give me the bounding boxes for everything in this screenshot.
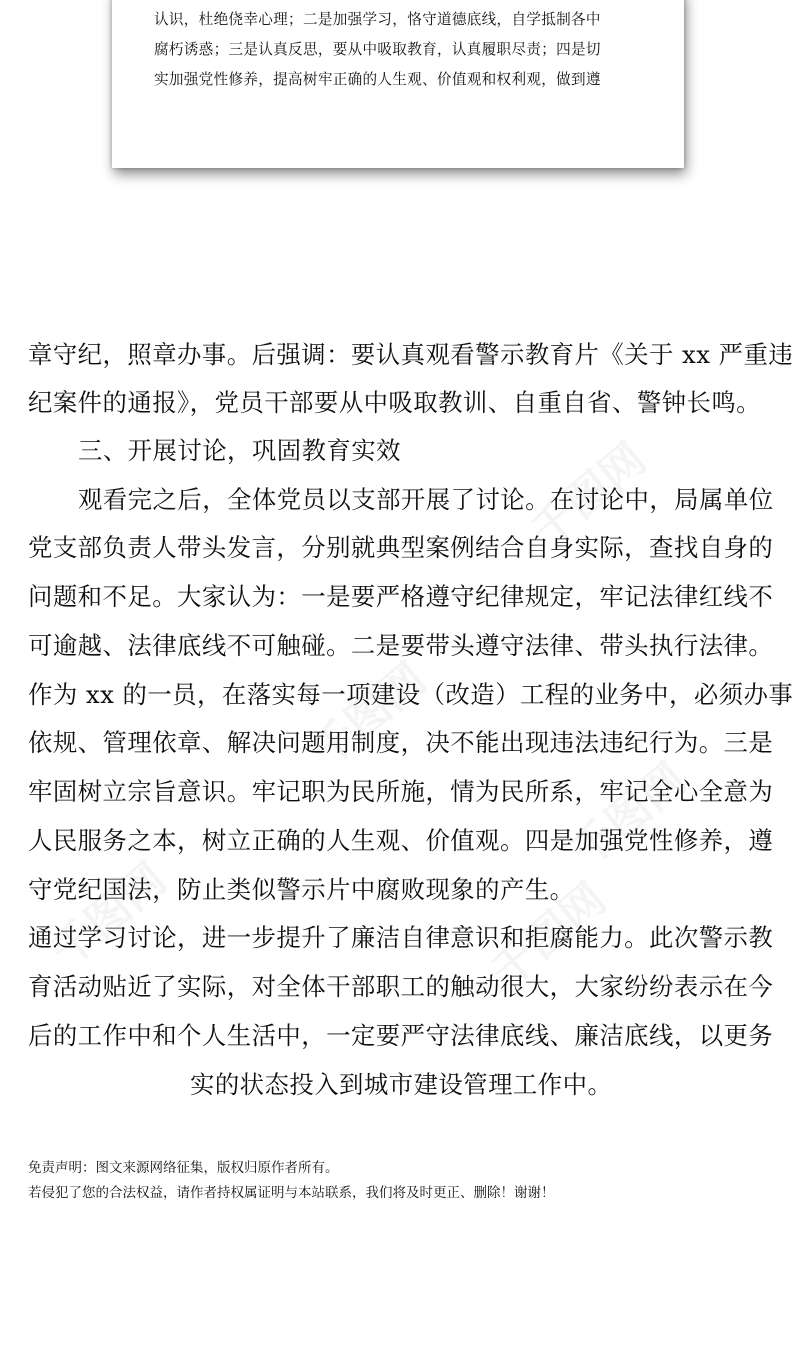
body-paragraph-line: 章守纪，照章办事。后强调：要认真观看警示教育片《关于 xx 严重违 (28, 340, 794, 369)
body-paragraph-line: 实的状态投入到城市建设管理工作中。 (190, 1070, 613, 1099)
body-paragraph-line: 守党纪国法，防止类似警示片中腐败现象的产生。 (28, 875, 575, 904)
body-paragraph-line: 党支部负责人带头发言，分别就典型案例结合自身实际，查找自身的 (28, 533, 774, 562)
watermark-icon: 千图网 (41, 853, 176, 978)
body-paragraph-line: 问题和不足。大家认为：一是要严格遵守纪律规定，牢记法律红线不 (28, 582, 774, 611)
preview-text-line: 认识，杜绝侥幸心理；二是加强学习，恪守道德底线，自学抵制各中 (154, 11, 601, 28)
document-preview-card (112, 0, 684, 168)
body-paragraph-line: 可逾越、法律底线不可触碰。二是要带头遵守法律、带头执行法律。 (28, 631, 774, 660)
section-heading: 三、开展讨论，巩固教育实效 (78, 436, 401, 465)
body-paragraph-line: 育活动贴近了实际，对全体干部职工的触动很大，大家纷纷表示在今 (28, 972, 774, 1001)
watermark-icon: 千图网 (481, 873, 616, 998)
watermark-icon: 千图网 (521, 433, 656, 558)
body-paragraph-line: 后的工作中和个人生活中，一定要严守法律底线、廉洁底线，以更务 (28, 1021, 774, 1050)
disclaimer-text: 免责声明：图文来源网络征集，版权归原作者所有。 (28, 1160, 339, 1176)
disclaimer-text: 若侵犯了您的合法权益，请作者持权属证明与本站联系，我们将及时更正、删除！谢谢！ (28, 1185, 555, 1201)
watermark-icon: 千图网 (301, 653, 436, 778)
body-paragraph-line: 纪案件的通报》，党员干部要从中吸取教训、自重自省、警钟长鸣。 (28, 388, 762, 417)
preview-text-line: 腐朽诱惑；三是认真反思，要从中吸取教育，认真履职尽责；四是切 (154, 41, 601, 58)
body-paragraph-line: 牢固树立宗旨意识。牢记职为民所施，情为民所系，牢记全心全意为 (28, 777, 774, 806)
body-paragraph-line: 作为 xx 的一员，在落实每一项建设（改造）工程的业务中，必须办事 (28, 680, 794, 709)
body-paragraph-line: 通过学习讨论，进一步提升了廉洁自律意识和拒腐能力。此次警示教 (28, 923, 774, 952)
body-paragraph-line: 人民服务之本，树立正确的人生观、价值观。四是加强党性修养，遵 (28, 826, 774, 855)
body-paragraph-line: 依规、管理依章、解决问题用制度，决不能出现违法违纪行为。三是 (28, 728, 774, 757)
body-paragraph-line: 观看完之后，全体党员以支部开展了讨论。在讨论中，局属单位 (78, 485, 774, 514)
preview-text-line: 实加强党性修养，提高树牢正确的人生观、价值观和权利观，做到遵 (154, 71, 601, 88)
watermark-icon: 千图网 (561, 753, 696, 878)
